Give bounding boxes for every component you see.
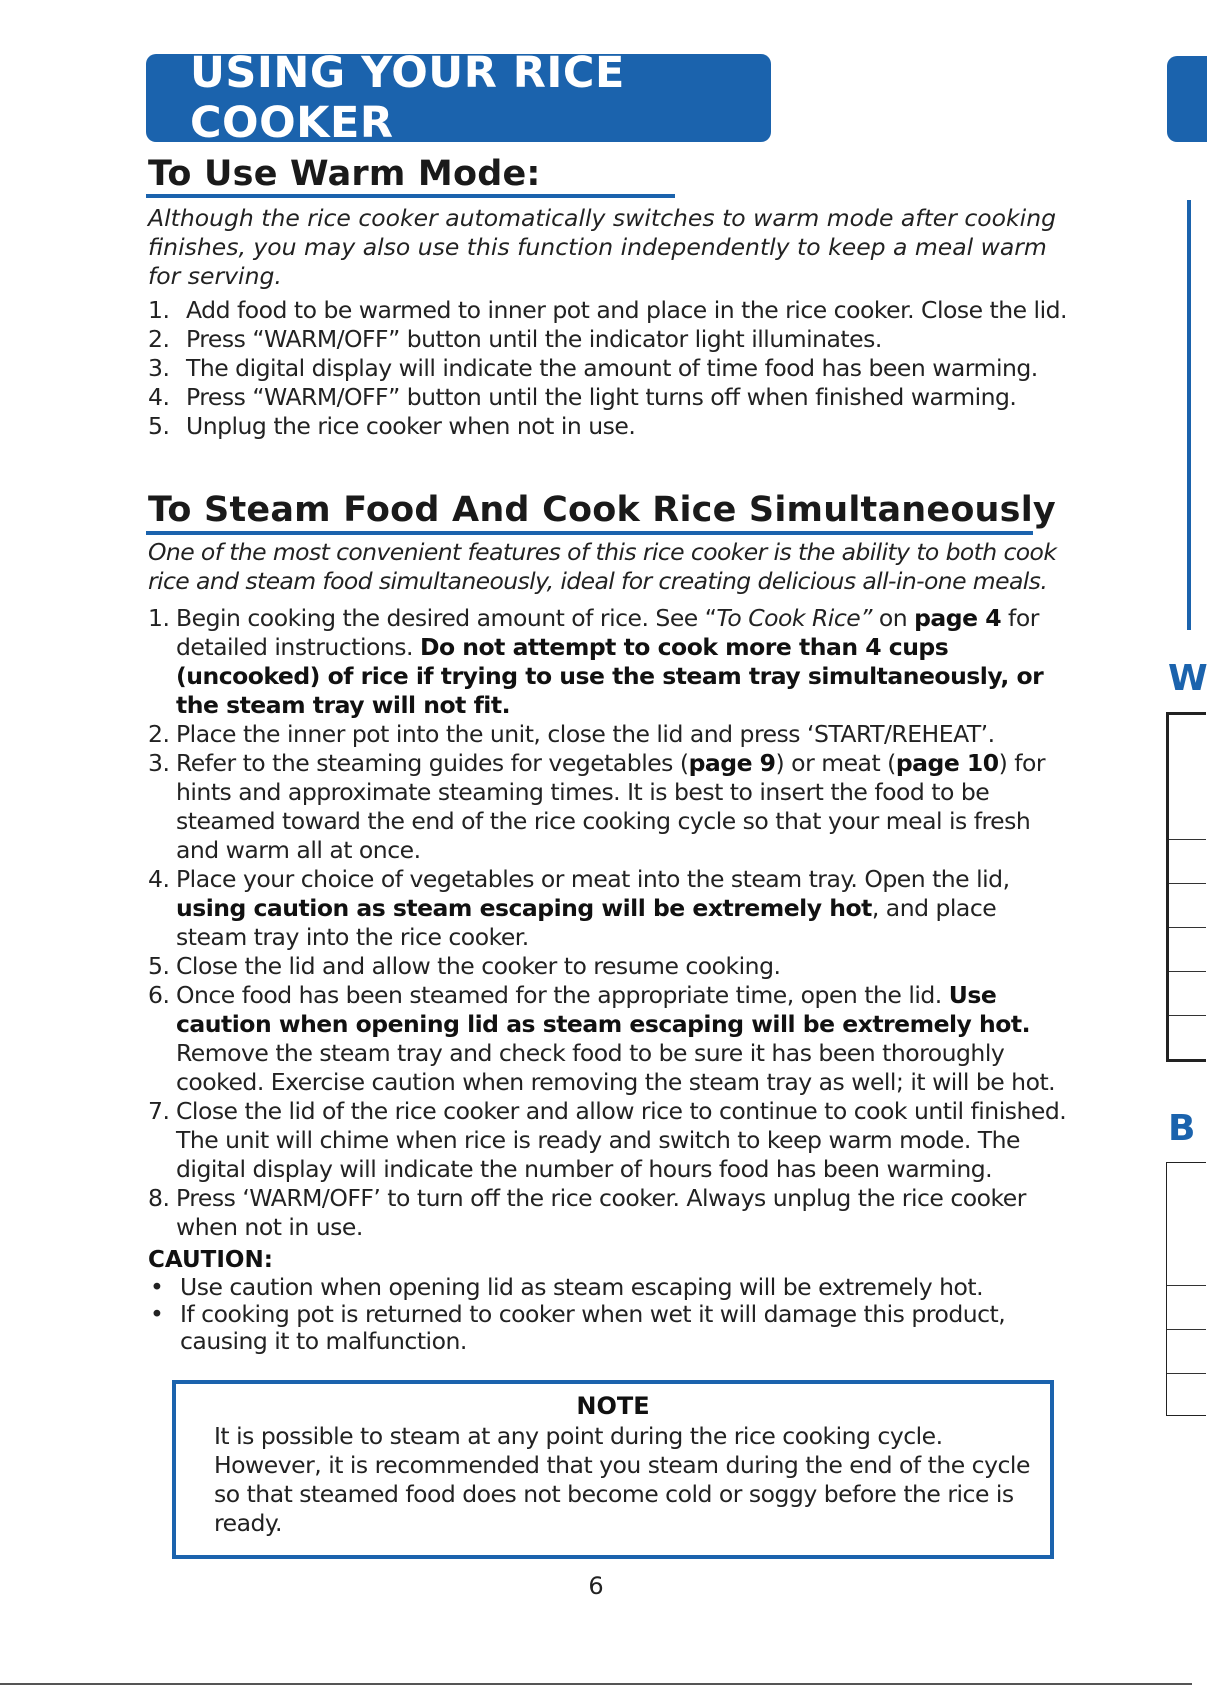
note-body: It is possible to steam at any point during the rice cooking cycle. However, it is recommended that you steam during the end of the cycle so that steamed food does not become cold or soggy before the rice is ready. <box>214 1422 1030 1537</box>
list-item: 8. Press ‘WARM/OFF’ to turn off the rice cooker. Always unplug the rice cooker when not in use. <box>148 1184 1026 1241</box>
list-item: 6. Once food has been steamed for the appropriate time, open the lid. Use caution when opening lid as steam escaping will be extremely hot. Remove the steam tray and check food to be sure it has been thoroughly cooked. Exercise caution when removing the steam tray as well; it will be hot. <box>148 981 1056 1096</box>
list-item: 3. The digital display will indicate the amount of time food has been warming. <box>148 354 1038 382</box>
note-title: NOTE <box>576 1392 650 1420</box>
list-item: 3. Refer to the steaming guides for vegetables (page 9) or meat (page 10) for hints and approximate steaming times. It is best to insert the food to be steamed toward the end of the rice cooking cycle so that your meal is fresh and warm all at once. <box>148 749 1046 864</box>
warm-mode-intro: Although the rice cooker automatically switches to warm mode after cooking finishes, you may also use this function independently to keep a meal warm for serving. <box>148 204 1057 290</box>
steam-underline <box>146 531 1033 535</box>
warm-mode-steps <box>148 296 1068 441</box>
list-item: 1. Add food to be warmed to inner pot and place in the rice cooker. Close the lid. <box>148 296 1068 324</box>
page-number: 6 <box>588 1572 604 1600</box>
warm-mode-underline <box>146 194 675 198</box>
caution-list <box>148 1274 1028 1355</box>
caution-heading: CAUTION: <box>148 1247 273 1273</box>
list-item: • If cooking pot is returned to cooker when wet it will damage this product, causing it to malfunction. <box>150 1300 1006 1355</box>
next-page-tab <box>1167 56 1207 142</box>
list-item: 1. Begin cooking the desired amount of rice. See “To Cook Rice” on page 4 for detailed instructions. Do not attempt to cook more than 4 cups (uncooked) of rice if trying to use the steam tray simultaneously, or the steam tray will not fit. <box>148 604 1044 719</box>
list-item: 4. Press “WARM/OFF” button until the light turns off when finished warming. <box>148 383 1017 411</box>
list-item: 7. Close the lid of the rice cooker and allow rice to continue to cook until finished. The unit will chime when rice is ready and switch to keep warm mode. The digital display will indicate the number of hours food has been warming. <box>148 1097 1067 1183</box>
list-item: 5. Unplug the rice cooker when not in use. <box>148 412 636 440</box>
list-item: 2. Press “WARM/OFF” button until the indicator light illuminates. <box>148 325 882 353</box>
steam-heading: To Steam Food And Cook Rice Simultaneously <box>148 490 1056 530</box>
next-page-letter-b: B <box>1168 1108 1196 1149</box>
section-banner <box>146 48 771 148</box>
list-item: 4. Place your choice of vegetables or meat into the steam tray. Open the lid, using caution as steam escaping will be extremely hot, and place steam tray into the rice cooker. <box>148 865 1010 951</box>
warm-mode-heading: To Use Warm Mode: <box>148 154 541 194</box>
next-page-table-2 <box>1166 1162 1206 1416</box>
steam-intro: One of the most convenient features of this rice cooker is the ability to both cook rice and steam food simultaneously, ideal for creating delicious all-in-one meals. <box>148 538 1057 595</box>
banner-title: USING YOUR RICE COOKER <box>190 48 625 148</box>
list-item: • Use caution when opening lid as steam escaping will be extremely hot. <box>150 1273 984 1301</box>
next-page-letter-w: W <box>1168 658 1208 699</box>
list-item: 2. Place the inner pot into the unit, close the lid and press ‘START/REHEAT’. <box>148 720 995 748</box>
list-item: 5. Close the lid and allow the cooker to resume cooking. <box>148 952 781 980</box>
next-page-rule <box>1187 200 1191 630</box>
note-box <box>172 1380 1054 1559</box>
next-page-table-1 <box>1166 712 1206 1062</box>
steam-steps <box>148 604 1073 1242</box>
